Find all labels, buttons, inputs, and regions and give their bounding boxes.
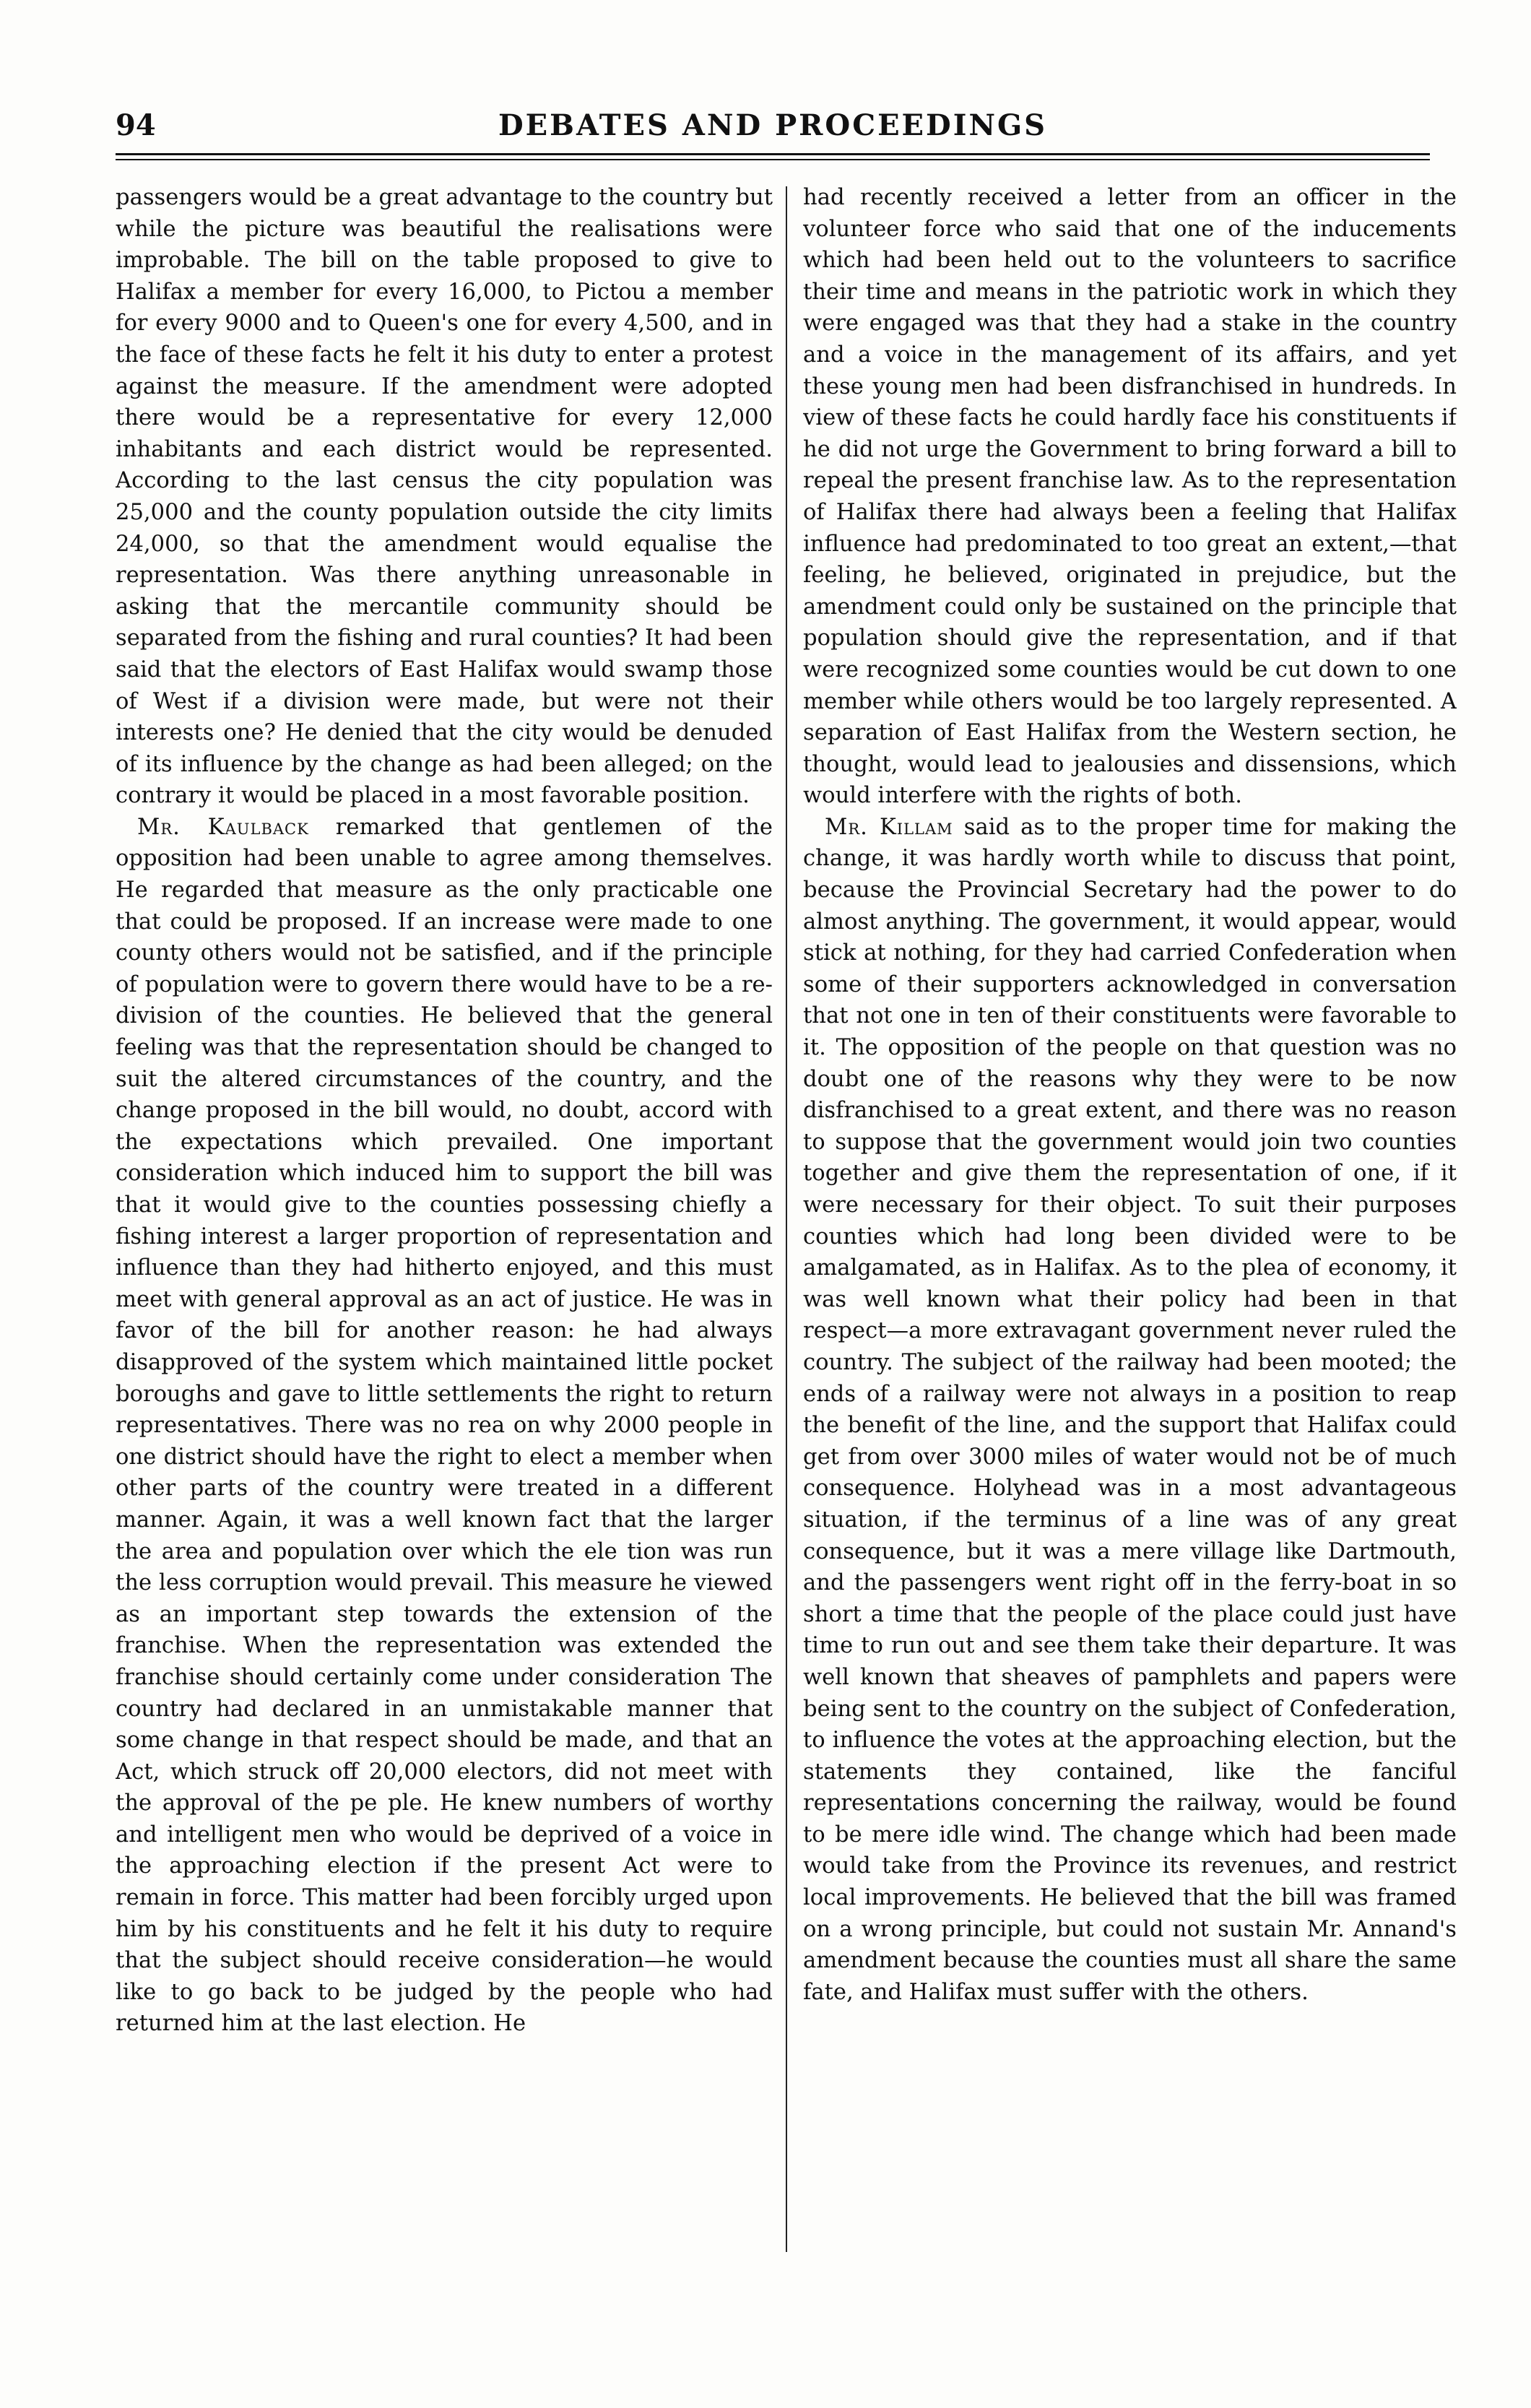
paragraph-text: had recently received a letter from an officer in the volunteer force who said that one of the inducements which had been held out to the volunteers to sacrifice their time and means in the patriotic work in which they were engaged was that they had a stake in the country and a voice in the management of its affairs, and yet these young men had been disfranchised in hundreds. In view of these facts he could hardly face his constituents if he did not urge the Government to bring forward a bill to repeal the present franchise law. As to the representation of Halifax there had always been a feeling that Halifax influence had predominated to too great an extent,—that feeling, he believed, originated in prejudice, but the amendment could only be sustained on the principle that population should give the representation, and if that were recognized some counties would be cut down to one member while others would be too largely represented. A separation of East Halifax from the Western section, he thought, would lead to jealousies and dissensions, which would interfere with the rights of both. bbox=[803, 185, 1457, 809]
paragraph-text: said as to the proper time for making the change, it was hardly worth while to discuss that point, because the Provincial Secretary had the power to do almost anything. The government, it would appear, would stick at nothing, for they had carried Confederation when some of their supporters acknowledged in conversation that not one in ten of their constituents were favorable to it. The opposition of the people on that question was no doubt one of the reasons why they were to be now disfranchised to a great extent, and there was no reason to suppose that the government would join two counties together and give them the representation of one, if it were necessary for their object. To suit their purposes counties which had long been divided were to be amalgamated, as in Halifax. As to the plea of economy, it was well known what their policy had been in that respect—a more extravagant government never ruled the country. The subject of the railway had been mooted; the ends of a railway were not always in a position to reap the benefit of the line, and the support that Halifax could get from over 3000 miles of water would not be of much consequence. Holyhead was in a most advantageous situation, if the terminus of a line was of any great consequence, but it was a mere village like Dartmouth, and the passengers went right off in the ferry-boat in so short a time that the people of the place could just have time to run out and see them take their departure. It was well known that sheaves of pamphlets and papers were being sent to the country on the subject of Confederation, to influence the votes at the approaching election, but the statements they contained, like the fanciful representations concerning the railway, would be found to be mere idle wind. The change which had been made would take from the Province its revenues, and restrict local improvements. He believed that the bill was framed on a wrong principle, but could not sustain Mr. Annand's amendment because the counties must all share the same fate, and Halifax must suffer with the others. bbox=[803, 814, 1457, 2005]
column-divider bbox=[786, 186, 787, 2252]
paragraph-text: remarked that gentlemen of the opposition had been unable to agree among themselves. He regarded that measure as the only practicable one that could be proposed. If an increase were made to one county others would not be satisfied, and if the principle of population were to govern there would have to be a re-division of the counties. He believed that the general feeling was that the representation should be changed to suit the altered circumstances of the country, and the change proposed in the bill would, no doubt, accord with the expectations which prevailed. One important consideration which induced him to support the bill was that it would give to the counties possessing chiefly a fishing interest a larger proportion of representation and influence than they had hitherto enjoyed, and this must meet with general approval as an act of justice. He was in favor of the bill for another reason: he had always disapproved of the system which maintained little pocket boroughs and gave to little settlements the right to return representatives. There was no rea on why 2000 people in one district should have the right to elect a member when other parts of the country were treated in a different manner. Again, it was a well known fact that the larger the area and population over which the ele tion was run the less corruption would prevail. This measure he viewed as an important step towards the extension of the franchise. When the representation was extended the franchise should certainly come under consideration The country had declared in an unmistakable manner that some change in that respect should be made, and that an Act, which struck off 20,000 electors, did not meet with the approval of the pe ple. He knew numbers of worthy and intelligent men who would be deprived of a voice in the approaching election if the present Act were to remain in force. This matter had been forcibly urged upon him by his constituents and he felt it his duty to require that the subject should receive consideration—he would like to go back to be judged by the people who had returned him at the last election. He bbox=[116, 814, 773, 2037]
left-paragraph-2 bbox=[116, 812, 773, 2040]
header-rule bbox=[116, 153, 1430, 155]
paragraph-text: passengers would be a great advantage to the country but while the picture was beautiful the realisations were improbable. The bill on the table proposed to give to Halifax a member for every 16,000, to Pictou a member for every 9000 and to Queen's one for every 4,500, and in the face of these facts he felt it his duty to enter a protest against the measure. If the amendment were adopted there would be a representative for every 12,000 inhabitants and each district would be represented. According to the last census the city population was 25,000 and the county population outside the city limits 24,000, so that the amendment would equalise the representation. Was there anything unreasonable in asking that the mercantile community should be separated from the fishing and rural counties? It had been said that the electors of East Halifax would swamp those of West if a division were made, but were not their interests one? He denied that the city would be denuded of its influence by the change as had been alleged; on the contrary it would be placed in a most favorable position. bbox=[116, 185, 773, 809]
left-paragraph-1 bbox=[116, 182, 773, 812]
running-title: DEBATES AND PROCEEDINGS bbox=[498, 108, 1048, 142]
left-column bbox=[116, 182, 773, 2262]
right-column bbox=[803, 182, 1457, 2262]
page-number: 94 bbox=[116, 108, 156, 142]
speaker-name: Mr. Kaulback bbox=[137, 814, 309, 840]
right-paragraph-2 bbox=[803, 812, 1457, 2009]
page-header bbox=[116, 108, 1430, 152]
header-rule-thin bbox=[116, 159, 1430, 160]
right-paragraph-1 bbox=[803, 182, 1457, 812]
speaker-name: Mr. Killam bbox=[825, 814, 953, 840]
